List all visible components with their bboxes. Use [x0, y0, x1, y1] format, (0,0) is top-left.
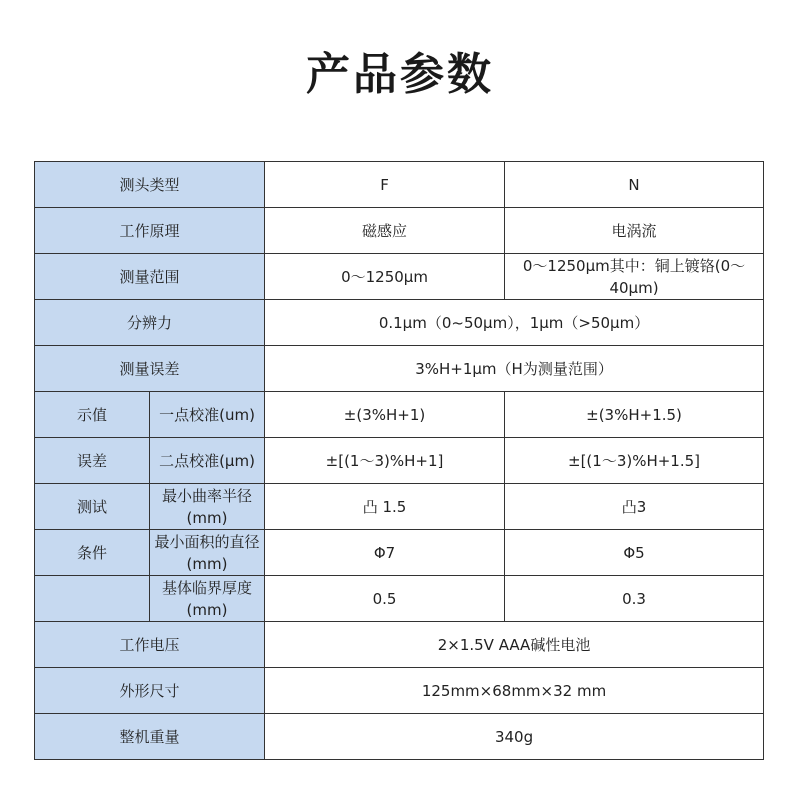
substrate-label: 基体临界厚度(mm)	[150, 576, 265, 622]
table-row	[35, 392, 764, 438]
weight-label: 整机重量	[35, 714, 265, 760]
one-point-f: ±(3%H+1)	[265, 392, 505, 438]
table-row	[35, 162, 764, 208]
table-row	[35, 254, 764, 300]
substrate-n: 0.3	[505, 576, 764, 622]
table-row	[35, 300, 764, 346]
table-row	[35, 346, 764, 392]
two-point-label: 二点校准(μm)	[150, 438, 265, 484]
table-row	[35, 668, 764, 714]
table-row	[35, 714, 764, 760]
resolution-label: 分辨力	[35, 300, 265, 346]
dimensions-value: 125mm×68mm×32 mm	[265, 668, 764, 714]
voltage-label: 工作电压	[35, 622, 265, 668]
range-f: 0～1250μm	[265, 254, 505, 300]
min-area-f: Φ7	[265, 530, 505, 576]
probe-type-label: 测头类型	[35, 162, 265, 208]
min-curvature-n: 凸3	[505, 484, 764, 530]
two-point-f: ±[(1～3)%H+1]	[265, 438, 505, 484]
probe-type-n: N	[505, 162, 764, 208]
voltage-value: 2×1.5V AAA碱性电池	[265, 622, 764, 668]
principle-f: 磁感应	[265, 208, 505, 254]
table-row	[35, 530, 764, 576]
display-error-label-top: 示值	[35, 392, 150, 438]
min-area-n: Φ5	[505, 530, 764, 576]
resolution-value: 0.1μm（0~50μm），1μm（>50μm）	[265, 300, 764, 346]
principle-label: 工作原理	[35, 208, 265, 254]
test-conditions-label-top: 测试	[35, 484, 150, 530]
table-row	[35, 208, 764, 254]
display-error-label-bottom: 误差	[35, 438, 150, 484]
weight-value: 340g	[265, 714, 764, 760]
two-point-n: ±[(1～3)%H+1.5]	[505, 438, 764, 484]
range-n: 0～1250μm其中：铜上镀铬(0～40μm)	[505, 254, 764, 300]
spec-table	[34, 161, 764, 760]
principle-n: 电涡流	[505, 208, 764, 254]
table-row	[35, 484, 764, 530]
error-label: 测量误差	[35, 346, 265, 392]
test-conditions-label-blank	[35, 576, 150, 622]
substrate-f: 0.5	[265, 576, 505, 622]
error-value: 3%H+1μm（H为测量范围）	[265, 346, 764, 392]
one-point-n: ±(3%H+1.5)	[505, 392, 764, 438]
table-row	[35, 576, 764, 622]
min-curvature-label: 最小曲率半径(mm)	[150, 484, 265, 530]
min-curvature-f: 凸 1.5	[265, 484, 505, 530]
page-title: 产品参数	[306, 49, 494, 100]
table-row	[35, 622, 764, 668]
table-row	[35, 438, 764, 484]
dimensions-label: 外形尺寸	[35, 668, 265, 714]
probe-type-f: F	[265, 162, 505, 208]
min-area-label: 最小面积的直径(mm)	[150, 530, 265, 576]
range-label: 测量范围	[35, 254, 265, 300]
test-conditions-label-bottom: 条件	[35, 530, 150, 576]
one-point-label: 一点校准(um)	[150, 392, 265, 438]
